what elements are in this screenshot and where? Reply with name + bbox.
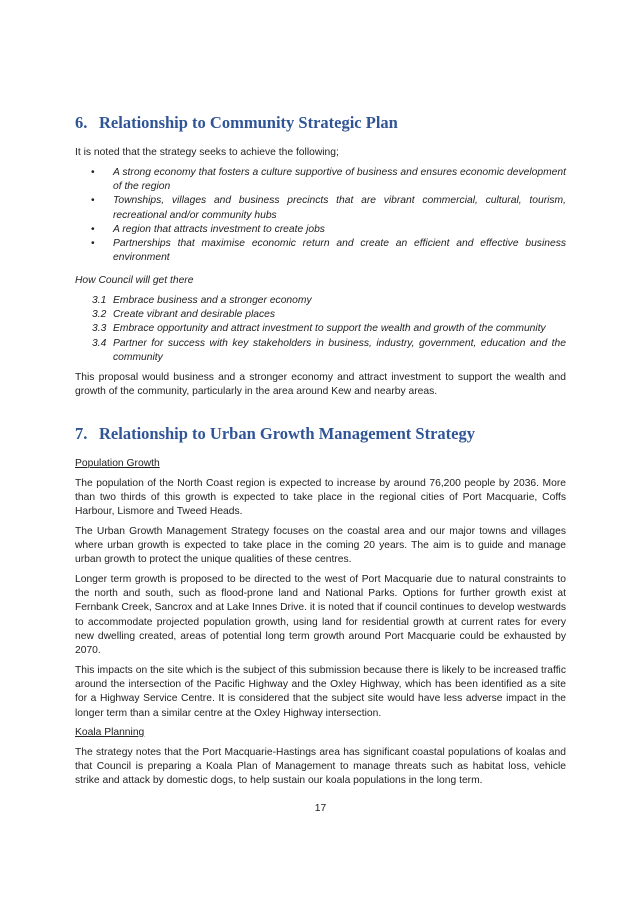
page-number: 17 <box>314 803 327 814</box>
site-impact-paragraph: This impacts on the site which is the subject of this submission because there is likely to be increased traffic around the intersection of the Pacific Highway and the Oxley Highway, which has been identified as a site for a Highway Service Centre. It is considered that the subject site would have less adverse impact in the longer term than a similar centre at the Oxley Highway intersection. <box>75 665 566 719</box>
section-6-number: 6. <box>75 113 88 132</box>
step-item: 3.2 Create vibrant and desirable places <box>92 309 275 321</box>
longer-term-growth-paragraph: Longer term growth is proposed to be directed to the west of Port Macquarie due to natural constraints to the north and south, such as flood-prone land and National Parks. Options for further growth exist at Fernbank Creek, Sancrox and at Lake Innes Drive. it is noted that if council continues to develop westwards to accommodate projected population growth, using land for residential growth at current rates for every new dwelling created, areas of potential long term growth around Port Macquarie could be exhausted by 2070. <box>75 574 566 657</box>
koala-paragraph: The strategy notes that the Port Macquarie-Hastings area has significant coastal populations of koalas and that Council is preparing a Koala Plan of Management to manage threats such as habitat loss, vehicle strike and attack by domestic dogs, to help sustain our koala populations in the long term. <box>75 747 566 787</box>
bullet-item: • Partnerships that maximise economic return and create an efficient and effective business environment <box>91 238 566 264</box>
bullet-icon: • <box>91 167 95 178</box>
section-7-title: Relationship to Urban Growth Management Strategy <box>99 424 475 443</box>
section-6-intro: It is noted that the strategy seeks to achieve the following; <box>75 147 339 158</box>
bullet-item: • A region that attracts investment to create jobs <box>75 223 566 237</box>
section-6-heading <box>75 113 398 133</box>
section-7-heading <box>75 424 475 444</box>
council-steps-list <box>92 294 566 365</box>
step-item: 3.1 Embrace business and a stronger economy <box>92 295 312 306</box>
section-7-number: 7. <box>75 424 88 443</box>
ugms-focus-paragraph: The Urban Growth Management Strategy focuses on the coastal area and our major towns and villages where urban growth is expected to take place in the coming 20 years. The aim is to guide and manage urban growth to protect the unique qualities of these centres. <box>75 526 566 566</box>
step-item: 3.4 Partner for success with key stakeholders in business, industry, government, education and the community <box>92 337 566 363</box>
how-council-label: How Council will get there <box>75 275 194 286</box>
population-paragraph: The population of the North Coast region is expected to increase by around 76,200 people by 2036. More than two thirds of this growth is expected to take place in the regional cities of Port Macquarie, Coffs Harbour, Lismore and Tweed Heads. <box>75 478 566 518</box>
bullet-item: • A strong economy that fosters a culture supportive of business and ensures economic development of the region <box>91 167 566 193</box>
koala-planning-subheading: Koala Planning <box>75 727 145 738</box>
bullet-icon: • <box>91 223 95 235</box>
population-growth-subheading: Population Growth <box>75 458 160 469</box>
bullet-item: • Townships, villages and business precincts that are vibrant commercial, cultural, tourism, recreational and/or community hubs <box>91 195 566 221</box>
step-item: 3.3 Embrace opportunity and attract investment to support the wealth and growth of the community <box>92 323 546 335</box>
section-6-title: Relationship to Community Strategic Plan <box>99 113 398 132</box>
bullet-icon: • <box>91 238 95 250</box>
strategy-bullet-list <box>75 166 566 265</box>
bullet-icon: • <box>91 195 95 207</box>
section-6-conclusion: This proposal would business and a stronger economy and attract investment to support the wealth and growth of the community, particularly in the area around Kew and nearby areas. <box>75 372 566 398</box>
